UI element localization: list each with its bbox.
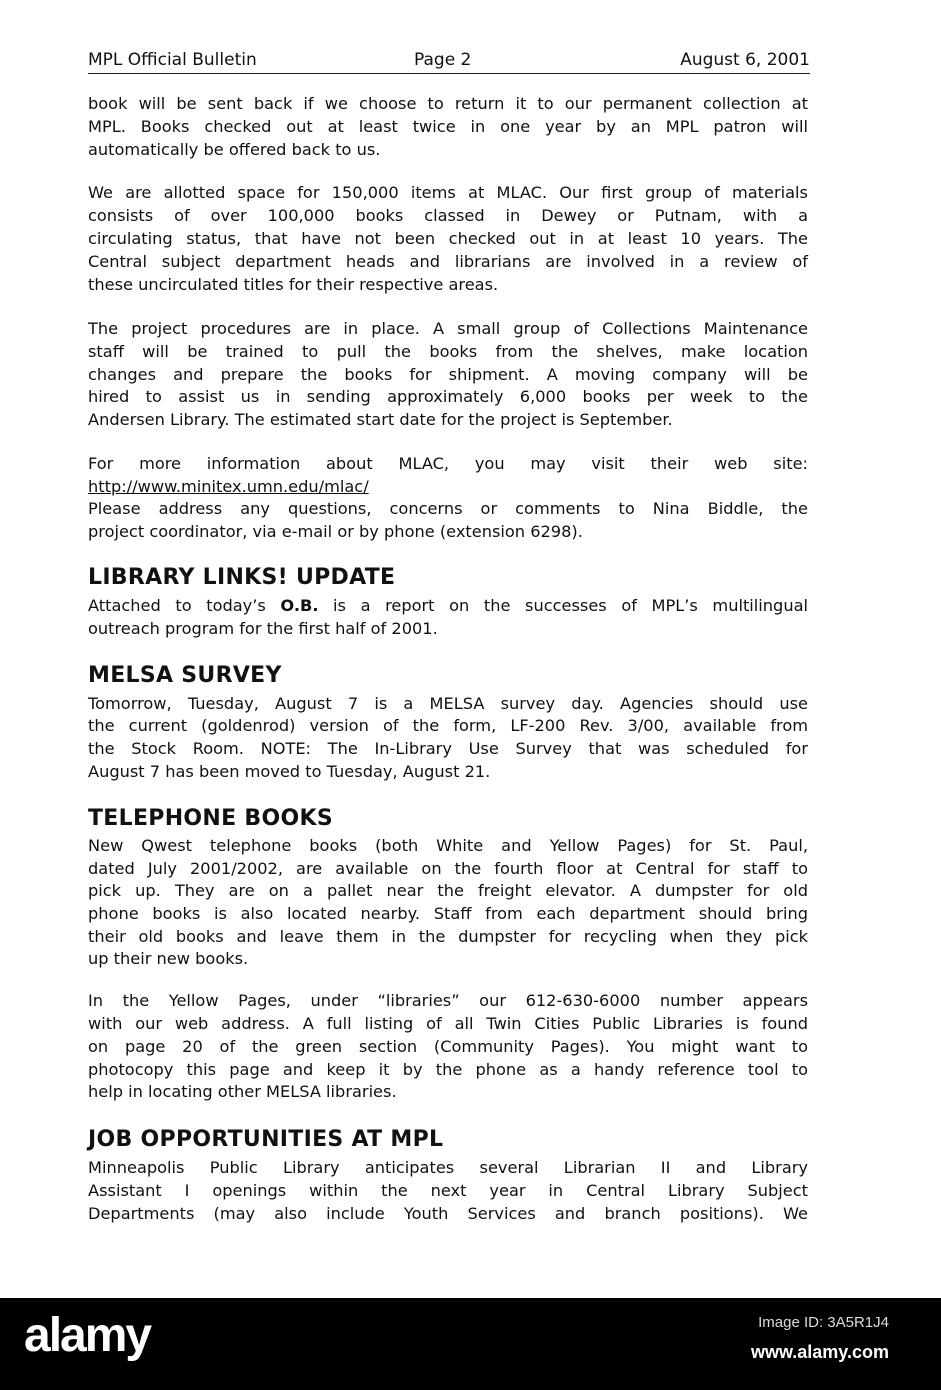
section-heading: LIBRARY LINKS! UPDATE <box>88 565 396 590</box>
paragraph-line: August 7 has been moved to Tuesday, August 21. <box>88 762 491 781</box>
paragraph-line: phone books is also located nearby. Staff from each department should bring <box>88 904 808 923</box>
paragraph-line: Minneapolis Public Library anticipates several Librarian II and Library <box>88 1158 808 1177</box>
paragraph-line: these uncirculated titles for their respective areas. <box>88 275 499 294</box>
paragraph-line: Assistant I openings within the next year in Central Library Subject <box>88 1181 808 1200</box>
paragraph-line: In the Yellow Pages, under “libraries” our 612-630-6000 number appears <box>88 991 808 1010</box>
bold-text: O.B. <box>280 596 319 615</box>
paragraph-line <box>88 476 808 498</box>
paragraph-line: New Qwest telephone books (both White and Yellow Pages) for St. Paul, <box>88 836 808 855</box>
page-number: Page 2 <box>414 50 472 70</box>
watermark-banner <box>0 1298 941 1390</box>
paragraph-line: consists of over 100,000 books classed in Dewey or Putnam, with a <box>88 206 808 225</box>
paragraph-line: hired to assist us in sending approximately 6,000 books per week to the <box>88 387 808 406</box>
paragraph-line: changes and prepare the books for shipment. A moving company will be <box>88 365 808 384</box>
mlac-website-link[interactable]: http://www.minitex.umn.edu/mlac/ <box>88 477 369 496</box>
paragraph-line: The project procedures are in place. A small group of Collections Maintenance <box>88 319 808 338</box>
page-header <box>88 49 810 74</box>
paragraph-line: dated July 2001/2002, are available on the fourth floor at Central for staff to <box>88 859 808 878</box>
image-id: Image ID: 3A5R1J4 <box>758 1314 889 1331</box>
paragraph-line: the current (goldenrod) version of the form, LF-200 Rev. 3/00, available from <box>88 716 808 735</box>
paragraph-line: up their new books. <box>88 949 249 968</box>
section-heading: TELEPHONE BOOKS <box>88 806 333 831</box>
paragraph-line: Please address any questions, concerns or comments to Nina Biddle, the <box>88 499 808 518</box>
section-heading: JOB OPPORTUNITIES AT MPL <box>88 1127 444 1152</box>
paragraph-line: their old books and leave them in the dumpster for recycling when they pick <box>88 927 808 946</box>
paragraph-line: Departments (may also include Youth Services and branch positions). We <box>88 1204 808 1223</box>
paragraph-line: with our web address. A full listing of all Twin Cities Public Libraries is found <box>88 1014 808 1033</box>
bulletin-date: August 6, 2001 <box>680 50 810 70</box>
paragraph-line: project coordinator, via e-mail or by phone (extension 6298). <box>88 522 583 541</box>
paragraph-line: pick up. They are on a pallet near the freight elevator. A dumpster for old <box>88 881 808 900</box>
paragraph-line: on page 20 of the green section (Community Pages). You might want to <box>88 1037 808 1056</box>
paragraph-line: the Stock Room. NOTE: The In-Library Use Survey that was scheduled for <box>88 739 808 758</box>
paragraph-line: Tomorrow, Tuesday, August 7 is a MELSA survey day. Agencies should use <box>88 694 808 713</box>
section-heading: MELSA SURVEY <box>88 663 282 688</box>
paragraph-line: photocopy this page and keep it by the phone as a handy reference tool to <box>88 1060 808 1079</box>
paragraph-line: Central subject department heads and librarians are involved in a review of <box>88 252 808 271</box>
paragraph-line: For more information about MLAC, you may visit their web site: <box>88 454 808 473</box>
paragraph-line: outreach program for the first half of 2001. <box>88 619 438 638</box>
paragraph-line: automatically be offered back to us. <box>88 140 381 159</box>
site-url: www.alamy.com <box>750 1342 889 1362</box>
alamy-logo: alamy <box>24 1309 151 1362</box>
paragraph-line: help in locating other MELSA libraries. <box>88 1082 397 1101</box>
paragraph-line: Andersen Library. The estimated start date for the project is September. <box>88 410 673 429</box>
text-segment: is a report on the successes of MPL’s multilingual <box>318 596 808 615</box>
text-segment: Attached to today’s <box>88 596 281 615</box>
paragraph-line <box>88 595 808 617</box>
paragraph-line: MPL. Books checked out at least twice in one year by an MPL patron will <box>88 117 808 136</box>
paragraph-line: circulating status, that have not been checked out in at least 10 years. The <box>88 229 808 248</box>
paragraph-line: We are allotted space for 150,000 items at MLAC. Our first group of materials <box>88 183 808 202</box>
paragraph-line: staff will be trained to pull the books from the shelves, make location <box>88 342 808 361</box>
bulletin-title: MPL Official Bulletin <box>88 50 257 70</box>
paragraph-line: book will be sent back if we choose to return it to our permanent collection at <box>88 94 808 113</box>
